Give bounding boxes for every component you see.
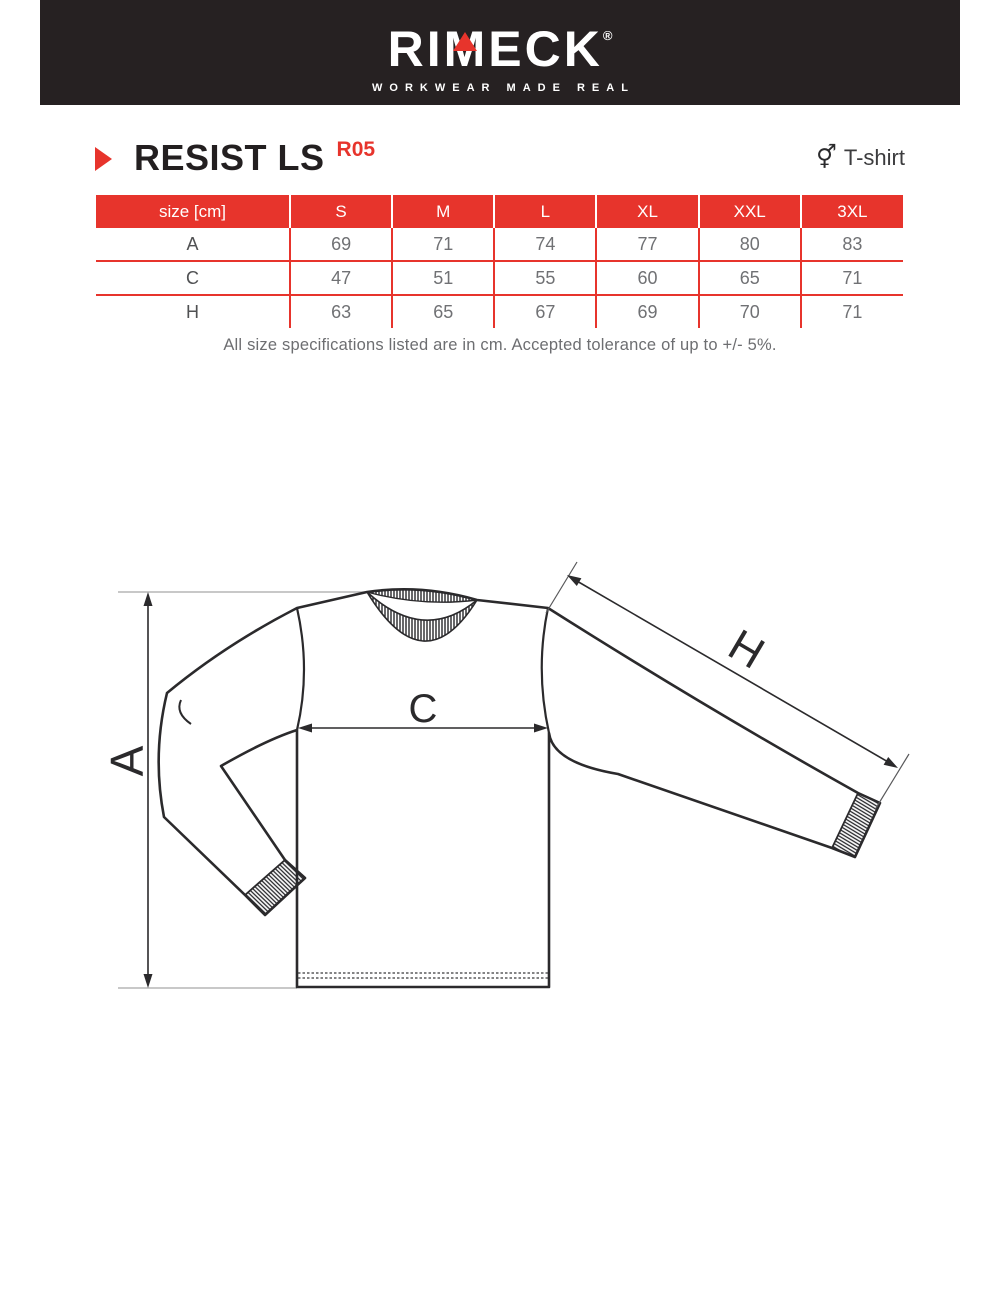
col-header-xxl: XXL — [699, 195, 801, 228]
cell-h-s: 63 — [290, 295, 392, 328]
cell-c-xl: 60 — [596, 261, 698, 295]
cell-h-xl: 69 — [596, 295, 698, 328]
cell-a-xxl: 80 — [699, 228, 801, 261]
brand-header — [40, 0, 960, 105]
cell-h-3xl: 71 — [801, 295, 903, 328]
cell-h-l: 67 — [494, 295, 596, 328]
category-label: T-shirt — [843, 145, 905, 170]
cell-a-s: 69 — [290, 228, 392, 261]
cell-c-xxl: 65 — [699, 261, 801, 295]
cell-c-l: 55 — [494, 261, 596, 295]
size-note: All size specifications listed are in cm. Accepted tolerance of up to +/- 5%. — [223, 336, 777, 354]
shirt-outline — [159, 589, 880, 987]
row-label-c: C — [96, 261, 290, 295]
product-code: R05 — [336, 138, 376, 161]
row-label-h: H — [96, 295, 290, 328]
table-row — [96, 261, 903, 295]
col-header-3xl: 3XL — [801, 195, 903, 228]
cell-c-s: 47 — [290, 261, 392, 295]
size-table — [96, 195, 903, 328]
logo-m-triangle-icon — [453, 32, 477, 51]
cell-c-3xl: 71 — [801, 261, 903, 295]
cell-a-xl: 77 — [596, 228, 698, 261]
garment-diagram — [0, 550, 1000, 1020]
unisex-gender-icon: ⚥ — [816, 145, 837, 171]
size-table-header-row — [96, 195, 903, 228]
dimension-label-h: H — [720, 620, 773, 679]
arrowhead-a-bottom — [144, 974, 153, 988]
arrowhead-a-top — [144, 592, 153, 606]
col-header-m: M — [392, 195, 494, 228]
cell-a-m: 71 — [392, 228, 494, 261]
registered-mark: ® — [602, 28, 613, 43]
h-extension-shoulder — [546, 562, 577, 613]
cell-h-xxl: 70 — [699, 295, 801, 328]
brand-tagline: WORKWEAR MADE REAL — [372, 82, 635, 94]
product-name: RESIST LS — [134, 137, 325, 178]
product-category — [816, 145, 905, 171]
col-header-s: S — [290, 195, 392, 228]
row-label-a: A — [186, 233, 199, 254]
arrowhead-h-top — [567, 575, 581, 586]
brand-logo-text: RIMECK — [387, 21, 603, 77]
col-header-size: size [cm] — [96, 195, 290, 228]
col-header-l: L — [494, 195, 596, 228]
cell-a-3xl: 83 — [801, 228, 903, 261]
table-row — [96, 295, 903, 328]
cell-c-m: 51 — [392, 261, 494, 295]
dimension-label-c: C — [408, 687, 438, 731]
brand-logo — [387, 11, 613, 77]
dimension-label-a: A — [101, 745, 153, 777]
bullet-triangle-icon — [95, 147, 112, 171]
cell-a-l: 74 — [494, 228, 596, 261]
product-title-row — [95, 138, 905, 178]
arrowhead-h-bottom — [884, 757, 898, 768]
table-row — [96, 228, 903, 261]
col-header-xl: XL — [596, 195, 698, 228]
cell-h-m: 65 — [392, 295, 494, 328]
